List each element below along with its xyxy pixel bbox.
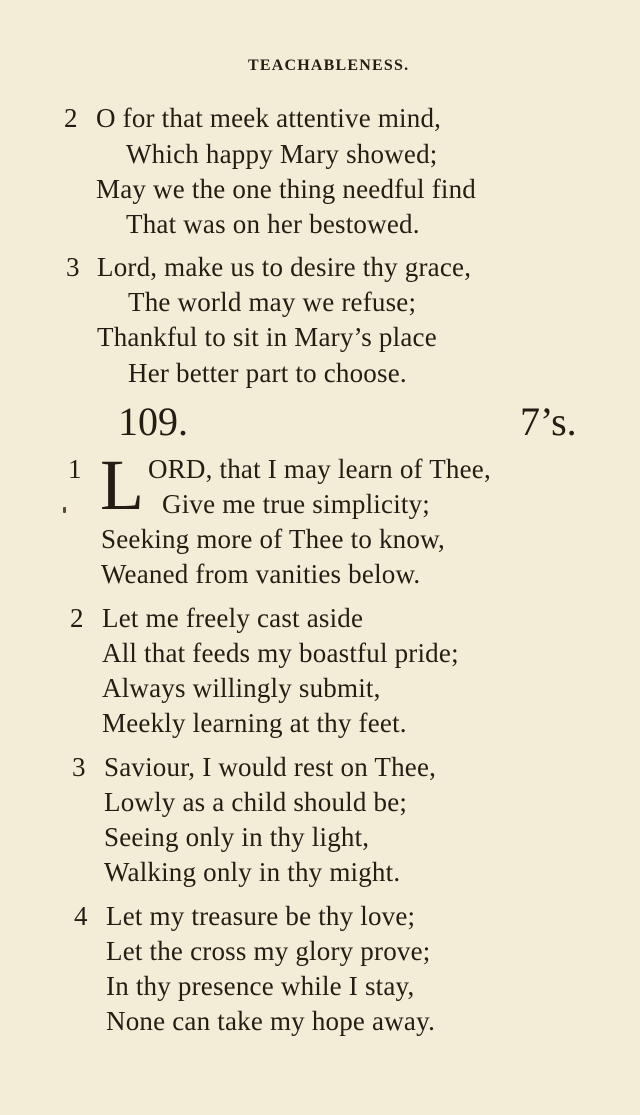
verse-line: Let my treasure be thy love;: [106, 901, 416, 931]
verse-line: Let the cross my glory prove;: [106, 936, 431, 966]
verse-line: Seeking more of Thee to know,: [101, 524, 445, 554]
opening-caps: ORD,: [148, 454, 213, 484]
verse-line: Lowly as a child should be;: [104, 787, 408, 817]
verse-line: That was on her bestowed.: [126, 209, 420, 239]
running-head: TEACHABLENESS.: [248, 57, 410, 74]
verse-line: None can take my hope away.: [106, 1006, 436, 1036]
verse-line: Her better part to choose.: [128, 358, 407, 388]
verse-line: Weaned from vanities below.: [101, 559, 421, 589]
print-speck: [63, 507, 66, 513]
verse-line: Saviour, I would rest on Thee,: [104, 752, 437, 782]
verse-number: 3: [72, 752, 86, 782]
verse-line: In thy presence while I stay,: [106, 971, 415, 1001]
hymn-number: 109.: [118, 399, 188, 444]
verse-number: 2: [70, 603, 84, 633]
verse-line: The world may we refuse;: [128, 287, 417, 317]
drop-cap: L: [100, 445, 144, 525]
verse-line: Which happy Mary showed;: [126, 139, 438, 169]
verse-line: Thankful to sit in Mary’s place: [97, 322, 437, 352]
verse-line: May we the one thing needful find: [96, 174, 476, 204]
verse-line: O for that meek attentive mind,: [96, 103, 442, 133]
verse-line: Lord, make us to desire thy grace,: [97, 252, 472, 282]
verse-line: Always willingly submit,: [102, 673, 381, 703]
verse-line: All that feeds my boastful pride;: [102, 638, 459, 668]
verse-line: Give me true simplicity;: [162, 489, 430, 519]
verse-line: Seeing only in thy light,: [104, 822, 370, 852]
verse-line: [148, 454, 491, 484]
hymn-meter: 7’s.: [520, 399, 577, 444]
verse-line: Let me freely cast aside: [102, 603, 364, 633]
verse-number: 4: [74, 901, 88, 931]
verse-line: Meekly learning at thy feet.: [102, 708, 407, 738]
verse-number: 3: [66, 252, 80, 282]
verse-number: 1: [68, 454, 82, 484]
first-line-rest: that I may learn of Thee,: [212, 454, 491, 484]
verse-number: 2: [64, 103, 78, 133]
verse-line: Walking only in thy might.: [104, 857, 401, 887]
